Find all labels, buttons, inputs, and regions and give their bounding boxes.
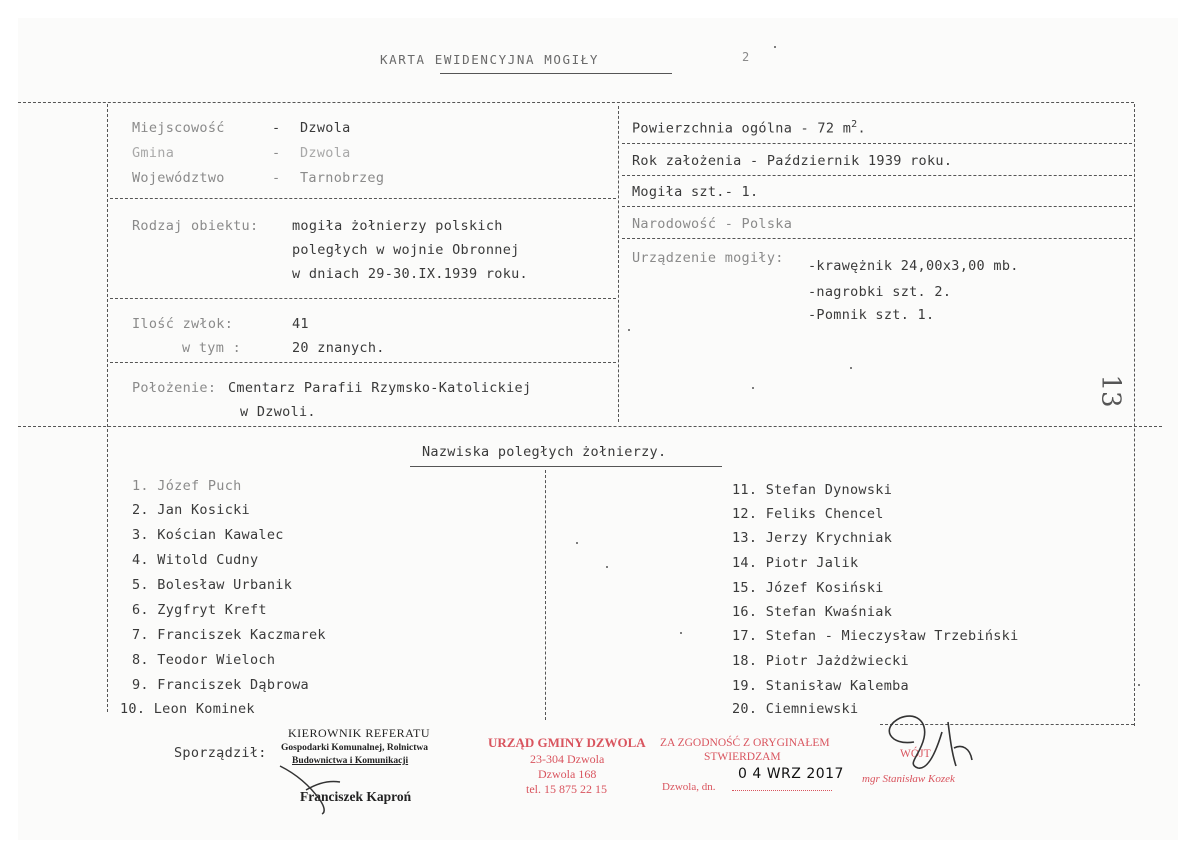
frame-left (107, 104, 108, 712)
frame-top (18, 102, 1134, 103)
handwritten-page-number: 13 (1095, 374, 1126, 408)
stamp-head: KIEROWNIK REFERATU (288, 726, 430, 740)
label-gmina: Gmina (132, 145, 175, 161)
name-right-11: 11. Stefan Dynowski (732, 482, 893, 498)
prepared-label: Sporządził: (174, 745, 267, 761)
place-date-label: Dzwola, dn. (662, 781, 716, 793)
fitting-1: -krawężnik 24,00x3,00 mb. (808, 258, 1019, 274)
fitting-2: -nagrobki szt. 2. (808, 284, 952, 300)
dash-1: - (272, 120, 281, 136)
certification-date: 0 4 WRZ 2017 (738, 766, 844, 782)
names-middle-divider (545, 470, 546, 720)
dash-3: - (272, 170, 281, 186)
name-left-7: 7. Franciszek Kaczmarek (132, 627, 326, 643)
area-superscript: 2 (851, 119, 858, 130)
wojt-signature (866, 708, 986, 778)
object-line-2: poległych w wojnie Obronnej (292, 242, 520, 258)
scan-speck (606, 566, 608, 568)
name-right-17: 17. Stefan - Mieczysław Trzebiński (732, 628, 1019, 644)
name-right-15: 15. Józef Kosiński (732, 580, 884, 596)
name-right-19: 19. Stanisław Kalemba (732, 678, 909, 694)
title-underline (440, 73, 672, 74)
label-polozenie: Położenie: (132, 380, 217, 396)
name-left-4: 4. Witold Cudny (132, 552, 259, 568)
office-address-2: Dzwola 168 (538, 767, 597, 781)
wojt-title: WÓJT (900, 748, 931, 760)
name-right-12: 12. Feliks Chencel (732, 506, 884, 522)
label-wojewodztwo: Województwo (132, 170, 225, 186)
placement-line-2: w Dzwoli. (240, 404, 316, 420)
scan-speck (628, 329, 630, 331)
divider-right-2 (622, 175, 1132, 176)
name-right-18: 18. Piotr Jażdżwiecki (732, 653, 909, 669)
label-w-tym: w tym : (182, 340, 241, 356)
office-telephone: tel. 15 875 22 15 (526, 782, 607, 796)
name-left-6: 6. Zygfryt Kreft (132, 602, 267, 618)
divider-left-1 (110, 198, 616, 199)
name-left-2: 2. Jan Kosicki (132, 502, 250, 518)
office-name: URZĄD GMINY DZWOLA (488, 735, 646, 750)
office-address-1: 23-304 Dzwola (530, 752, 605, 766)
label-ilosc-zwlok: Ilość zwłok: (132, 316, 234, 332)
value-wojewodztwo: Tarnobrzeg (300, 170, 385, 186)
name-left-1: 1. Józef Puch (132, 478, 242, 494)
stamp-name: Franciszek Kaproń (300, 789, 412, 804)
name-left-8: 8. Teodor Wieloch (132, 652, 276, 668)
placement-line-1: Cmentarz Parafii Rzymsko-Katolickiej (228, 380, 532, 396)
scan-speck (1138, 684, 1140, 686)
name-left-3: 3. Kościan Kawalec (132, 527, 284, 543)
divider-right-4 (622, 238, 1132, 239)
divider-left-2 (110, 298, 616, 299)
divider-right-3 (622, 206, 1132, 207)
frame-right (1134, 104, 1135, 726)
divider-full (18, 426, 1162, 427)
label-miejscowosc: Miejscowość (132, 120, 225, 136)
value-gmina: Dzwola (300, 145, 351, 161)
scan-speck (850, 367, 852, 369)
divider-left-3 (110, 362, 616, 363)
scan-speck (680, 632, 682, 634)
value-w-tym: 20 znanych. (292, 340, 385, 356)
certify-line-2: STWIERDZAM (704, 751, 781, 763)
scan-speck (576, 542, 578, 544)
scan-speck (774, 46, 776, 48)
names-underline (410, 466, 722, 467)
value-miejscowosc: Dzwola (300, 120, 351, 136)
dash-2: - (272, 145, 281, 161)
founded-text: Rok założenia - Październik 1939 roku. (632, 153, 953, 169)
name-left-9: 9. Franciszek Dąbrowa (132, 677, 309, 693)
area-end: . (857, 120, 866, 137)
stamp-line-1: Gospodarki Komunalnej, Rolnictwa (281, 743, 429, 753)
fittings-label: Urządzenie mogiły: (632, 250, 784, 266)
stamp-line-2: Budownictwa i Komunikacji (292, 756, 409, 766)
frame-middle (618, 106, 619, 422)
name-right-16: 16. Stefan Kwaśniak (732, 604, 893, 620)
certify-line-1: ZA ZGODNOŚĆ Z ORYGINAŁEM (660, 737, 830, 749)
kapron-signature (276, 760, 346, 816)
wojt-name: mgr Stanisław Kozek (862, 773, 955, 785)
name-left-10: 10. Leon Kominek (120, 701, 255, 717)
divider-right-1 (622, 143, 1132, 144)
area-value: Powierzchnia ogólna - 72 m (632, 120, 852, 137)
object-line-1: mogiła żołnierzy polskich (292, 218, 503, 234)
document-title: KARTA EWIDENCYJNA MOGIŁY (380, 52, 600, 67)
name-right-13: 13. Jerzy Krychniak (732, 530, 893, 546)
name-left-5: 5. Bolesław Urbanik (132, 577, 293, 593)
nationality-text: Narodowość - Polska (632, 216, 793, 232)
names-header: Nazwiska poległych żołnierzy. (422, 444, 667, 460)
top-mark: 2 (742, 50, 750, 64)
name-right-20: 20. Ciemniewski (732, 701, 859, 717)
scan-speck (752, 387, 754, 389)
object-line-3: w dniach 29-30.IX.1939 roku. (292, 266, 528, 282)
date-dotted-line (732, 790, 832, 791)
area-text (632, 119, 866, 137)
fitting-3: -Pomnik szt. 1. (808, 307, 935, 323)
value-ilosc-zwlok: 41 (292, 316, 309, 332)
graves-text: Mogiła szt.- 1. (632, 184, 759, 200)
name-right-14: 14. Piotr Jalik (732, 555, 859, 571)
label-rodzaj-obiektu: Rodzaj obiektu: (132, 218, 259, 234)
